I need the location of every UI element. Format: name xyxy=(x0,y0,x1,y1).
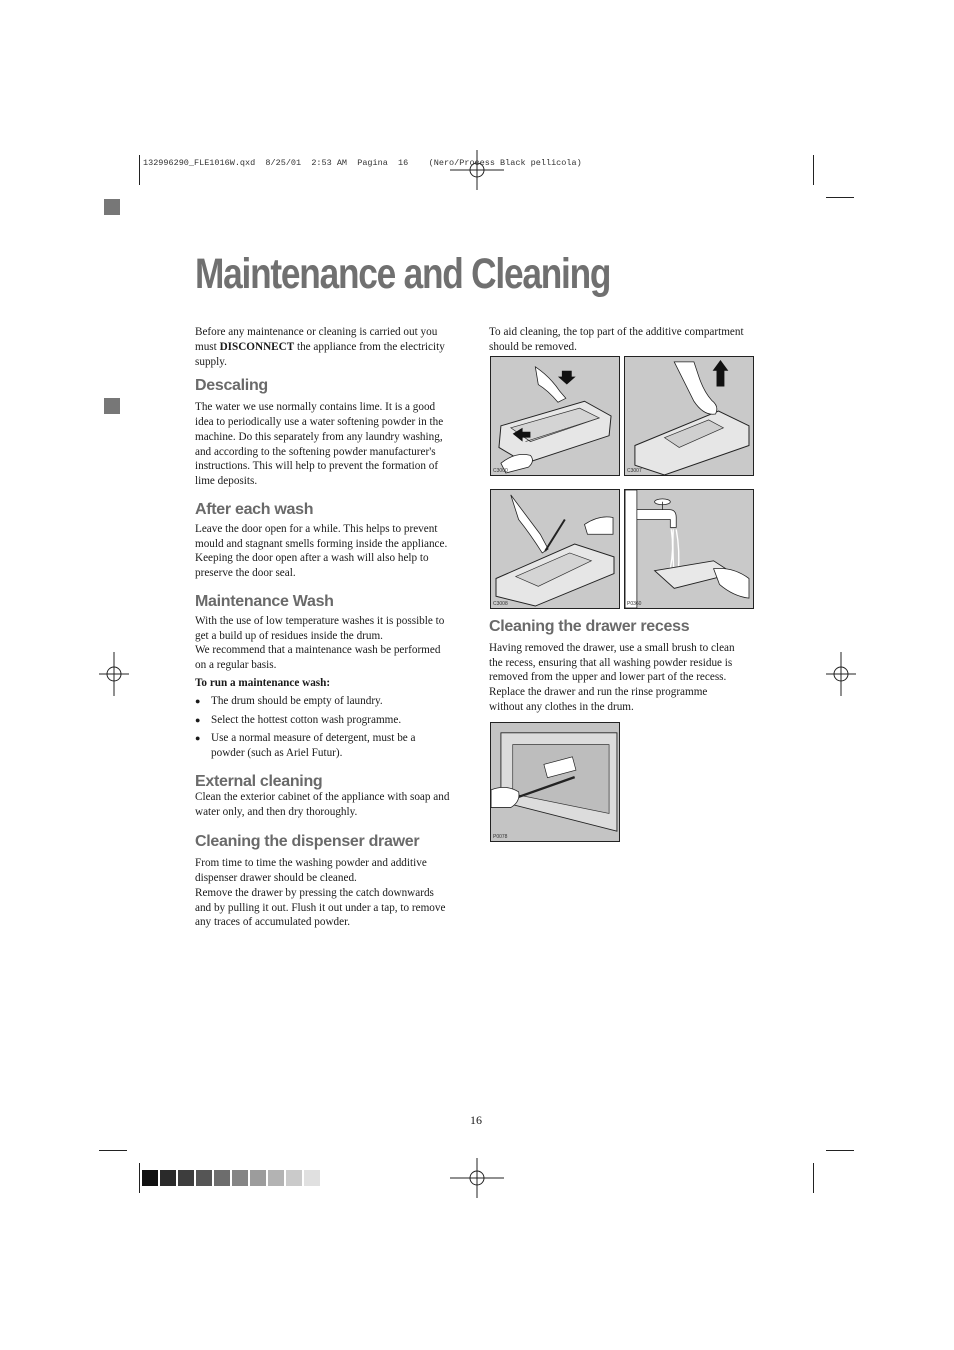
figure-code: C3007 xyxy=(627,468,642,474)
list-item: ● Select the hottest cotton wash programme. xyxy=(195,713,470,728)
illustration-lift-compartment xyxy=(624,356,754,476)
text-line: water only, and then dry thoroughly. xyxy=(195,805,358,818)
figure-code: C3008 xyxy=(493,601,508,607)
color-swatch xyxy=(160,1170,176,1186)
flush-under-tap-drawing xyxy=(625,490,753,608)
maintenance-wash-text xyxy=(195,614,470,673)
crop-mark xyxy=(139,1163,140,1193)
margin-square xyxy=(104,398,120,414)
text-line: and by pulling it out. Flush it out under a tap, to remove xyxy=(195,901,446,914)
figure-code: P0078 xyxy=(493,834,508,840)
maintenance-wash-steps xyxy=(195,694,470,761)
illustration-remove-insert xyxy=(490,489,620,609)
registration-mark-top xyxy=(450,150,504,190)
text-line: Leave the door open for a while. This helps to prevent xyxy=(195,522,438,535)
intro-line: Before any maintenance or cleaning is carried out you xyxy=(195,326,438,338)
left-column xyxy=(195,325,470,930)
text-line: Having removed the drawer, use a small brush to clean xyxy=(489,641,735,654)
text-line: get a build up of residues inside the drum. xyxy=(195,629,383,642)
text-line: Keeping the door open after a wash will also help to xyxy=(195,552,429,565)
figure-code: C3000 xyxy=(493,468,508,474)
intro-emphasis: DISCONNECT xyxy=(219,340,295,353)
text-line: Clean the exterior cabinet of the appliance with soap and xyxy=(195,790,450,803)
color-swatch xyxy=(196,1170,212,1186)
text-line: mould and stagnant smells forming inside the appliance. xyxy=(195,537,448,550)
maintenance-wash-subheading: To run a maintenance wash: xyxy=(195,676,331,689)
descaling-text xyxy=(195,400,470,489)
drawer-catch-drawing xyxy=(491,357,619,475)
text-line: The water we use normally contains lime. It is a good xyxy=(195,401,436,414)
list-item: ● The drum should be empty of laundry. xyxy=(195,694,470,709)
descaling-heading: Descaling xyxy=(195,377,268,395)
page-title: Maintenance and Cleaning xyxy=(195,250,611,298)
margin-square xyxy=(104,199,120,215)
crop-mark xyxy=(99,1150,127,1151)
text-line: and according to the softening powder manufacturer's xyxy=(195,445,436,458)
intro-line: supply. xyxy=(195,355,227,368)
color-swatch xyxy=(304,1170,320,1186)
right-intro xyxy=(489,325,769,355)
brush-recess-drawing xyxy=(491,723,619,841)
after-wash-heading: After each wash xyxy=(195,500,314,518)
registration-mark-left xyxy=(99,652,129,696)
crop-mark xyxy=(139,155,140,185)
maintenance-wash-heading: Maintenance Wash xyxy=(195,592,334,610)
illustration-drawer-catch xyxy=(490,356,620,476)
text-line: without any clothes in the drum. xyxy=(489,700,634,713)
text-line: idea to periodically use a water softening powder in the xyxy=(195,415,444,428)
text-line: lime deposits. xyxy=(195,475,258,488)
page-number: 16 xyxy=(470,1113,482,1127)
figure-code: P0360 xyxy=(627,601,642,607)
dispenser-drawer-text xyxy=(195,856,470,930)
text-line: on a regular basis. xyxy=(195,659,277,672)
text-line: the recess, ensuring that all washing powder residue is xyxy=(489,656,733,669)
print-header: 132996290_FLE1016W.qxd 8/25/01 2:53 AM Pagina 16 (Nero/Process Black pellicola) xyxy=(143,158,582,168)
intro-text xyxy=(195,325,470,369)
drawer-recess-text xyxy=(489,641,769,715)
illustration-brush-recess xyxy=(490,722,620,842)
right-column-recess xyxy=(489,620,769,715)
registration-mark-bottom xyxy=(450,1158,504,1198)
text-line: With the use of low temperature washes it is possible to xyxy=(195,614,445,627)
text-line: removed from the upper and lower part of the recess. xyxy=(489,671,727,684)
text-line: To aid cleaning, the top part of the additive compartment xyxy=(489,326,744,338)
crop-mark xyxy=(813,1163,814,1193)
external-cleaning-text xyxy=(195,790,470,820)
illustration-flush-under-tap xyxy=(624,489,754,609)
text-line: instructions. This will help to prevent the formation of xyxy=(195,460,439,473)
text-line: machine. Do this separately from any laundry washing, xyxy=(195,430,443,443)
color-swatch xyxy=(232,1170,248,1186)
text-line: dispenser drawer should be cleaned. xyxy=(195,871,357,884)
intro-line: must xyxy=(195,340,220,353)
color-swatch xyxy=(214,1170,230,1186)
intro-line: the appliance from the electricity xyxy=(294,340,445,353)
text-line: We recommend that a maintenance wash be performed xyxy=(195,644,441,657)
lift-compartment-drawing xyxy=(625,357,753,475)
registration-mark-right xyxy=(826,652,856,696)
external-cleaning-heading: External cleaning xyxy=(195,772,323,790)
after-wash-text xyxy=(195,522,470,581)
text-line: Replace the drawer and run the rinse programme xyxy=(489,686,708,699)
color-swatch xyxy=(142,1170,158,1186)
text-line: preserve the door seal. xyxy=(195,567,296,580)
color-swatch xyxy=(178,1170,194,1186)
remove-insert-drawing xyxy=(491,490,619,608)
color-swatch xyxy=(268,1170,284,1186)
dispenser-drawer-heading: Cleaning the dispenser drawer xyxy=(195,833,420,851)
text-line: From time to time the washing powder and additive xyxy=(195,857,427,870)
color-swatch xyxy=(286,1170,302,1186)
list-item: ● Use a normal measure of detergent, must be a powder (such as Ariel Futur). xyxy=(195,731,446,761)
crop-mark xyxy=(826,197,854,198)
text-line: should be removed. xyxy=(489,340,577,353)
drawer-recess-heading: Cleaning the drawer recess xyxy=(489,618,690,635)
color-swatch xyxy=(250,1170,266,1186)
text-line: any traces of accumulated powder. xyxy=(195,916,351,929)
text-line: Remove the drawer by pressing the catch downwards xyxy=(195,886,434,899)
crop-mark xyxy=(826,1150,854,1151)
crop-mark xyxy=(813,155,814,185)
